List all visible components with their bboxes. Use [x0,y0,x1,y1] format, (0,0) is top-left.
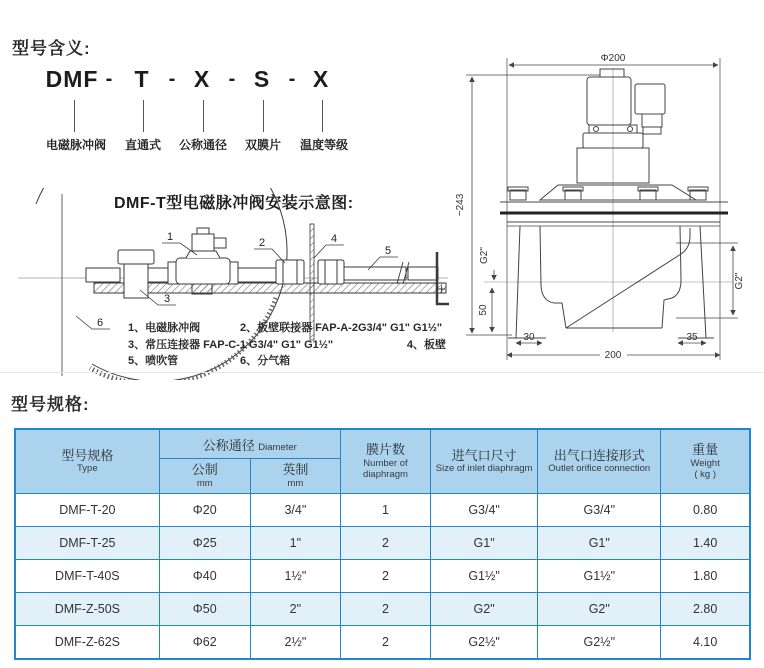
parts-list-item: 5、喷吹管 [128,355,179,367]
parts-list-item: 2、板壁联接器 FAP-A-2G3/4" G1" G1½" [240,322,443,334]
pressure-connector [118,250,154,264]
table-cell: G2½" [538,626,661,660]
right-leg-inner [662,226,681,328]
valve-drawing-graphic [450,40,764,372]
header-en: mm [196,477,213,489]
callout-number: 2 [258,237,266,249]
col-header-outlet [538,429,661,494]
header-en: Size of inlet diaphragm [435,463,533,475]
table-cell: G1" [538,527,661,560]
header-en: Weight [690,457,720,469]
header-en: Outlet orifice connection [548,463,651,475]
table-cell: 0.80 [661,494,750,527]
coil-top-bolt [600,69,624,77]
parts-list-item: 4、板壁 [406,338,446,351]
blow-pipe [344,267,406,280]
table-cell: 2 [340,593,430,626]
callout-number: 3 [163,293,171,305]
parts-list-line [128,320,446,337]
dim-left-port-label: G2" [479,247,490,264]
table-cell: 1 [340,494,430,527]
header-zh: 英制 [282,462,309,478]
model-code-label: 电磁脉冲阀 [45,138,107,152]
header-zh: 进气口尺寸 [451,447,517,463]
header-zh: 出气口连接形式 [553,447,645,463]
model-code-part: X [193,66,211,92]
table-cell: 2" [250,593,340,626]
callout-number: 1 [166,231,174,243]
cable-gland [643,127,661,134]
table-cell: G1½" [431,560,538,593]
model-code-separator: - [228,68,236,90]
connector-stem [642,114,662,127]
legend-connector-line [263,100,264,132]
col-header-metric [159,459,250,494]
wall-connector-right [318,260,344,284]
valve-drop-tube [192,284,212,294]
header-en: mm [287,477,304,489]
legend-connector-line [74,100,75,132]
parts-list-line [128,353,446,370]
header-en: Diameter [258,441,297,453]
header-zh: 膜片数 [365,442,405,458]
spec-table-body [15,494,750,660]
legend-connector-line [143,100,144,132]
pipe-stub [238,268,278,282]
solenoid-connector [214,238,226,248]
dim-50-label: 50 [478,304,489,316]
dim-30-label: 30 [523,332,535,343]
header-en: Number of diaphragm [363,457,408,480]
install-diagram-title: DMF-T型电磁脉冲阀安装示意图: [114,195,354,212]
table-cell: 1" [250,527,340,560]
pipe-stub [86,268,120,282]
col-header-type [15,429,159,494]
spec-table [14,428,751,660]
model-code-separator: - [105,68,113,90]
solenoid-coil [587,77,631,125]
table-cell: Φ50 [159,593,250,626]
header-en: ( kg ) [694,468,716,480]
screw-head [628,127,633,132]
leader-line-4 [314,245,344,258]
electrical-connector [635,84,665,114]
model-code-label: 公称通径 [178,138,228,152]
callout-number: 6 [96,317,104,329]
diaphragm-diagonal [566,228,690,328]
col-header-inlet [431,429,538,494]
leader-line-6 [76,316,110,329]
model-code-part: X [312,66,330,92]
table-cell: 1½" [250,560,340,593]
header-zh: 公称通径 [202,437,255,453]
table-cell: G1" [431,527,538,560]
table-row [15,494,750,527]
dim-35-label: 35 [686,332,698,343]
table-cell: DMF-Z-50S [15,593,159,626]
model-code-separator: - [288,68,296,90]
parts-list-line [128,337,446,354]
col-header-weight [661,429,750,494]
table-cell: 3/4" [250,494,340,527]
table-cell: DMF-T-40S [15,560,159,593]
header-zh: 公制 [191,462,218,478]
model-meaning-title: 型号含义: [12,39,91,58]
model-code-label: 双膜片 [244,138,282,152]
legend-connector-line [322,100,323,132]
model-code-label: 直通式 [124,138,162,152]
model-code-part: S [253,66,271,92]
spec-table-title: 型号规格: [11,395,90,414]
table-cell: Φ25 [159,527,250,560]
dim-right-port-label: G2" [734,272,745,290]
model-code-part: T [134,66,150,92]
model-code-legend [0,0,420,160]
parts-list-item: 1、电磁脉冲阀 [128,322,201,334]
table-cell: 1.80 [661,560,750,593]
solenoid-cap [197,228,209,234]
col-header-diaphragm-count [340,429,430,494]
valve-body [176,258,230,284]
dim-top-label: Φ200 [600,53,626,64]
table-cell: Φ20 [159,494,250,527]
header-zh: 型号规格 [61,447,114,463]
table-cell: G2" [431,593,538,626]
model-code-label: 温度等级 [299,138,349,152]
dim-height-label: ~243 [455,193,466,217]
left-leg-inner [540,226,566,328]
wall-connector-left [276,260,304,284]
header-zh: 重量 [692,442,719,458]
table-cell: DMF-Z-62S [15,626,159,660]
table-cell: 4.10 [661,626,750,660]
callout-number: 4 [330,233,338,245]
table-cell: Φ62 [159,626,250,660]
pressure-connector-body [124,264,148,298]
legend-connector-line [203,100,204,132]
col-header-diameter [159,429,340,459]
table-cell: 2 [340,626,430,660]
table-row [15,527,750,560]
table-cell: DMF-T-25 [15,527,159,560]
screw-head [594,127,599,132]
col-header-imperial [250,459,340,494]
model-code-part: DMF [45,66,99,92]
table-cell: Φ40 [159,560,250,593]
table-cell: 1.40 [661,527,750,560]
parts-list-item: 6、分气箱 [240,355,291,367]
table-row [15,626,750,660]
table-cell: G3/4" [431,494,538,527]
table-cell: 2.80 [661,593,750,626]
header-en: Type [77,463,98,475]
table-cell: 2½" [250,626,340,660]
table-cell: G3/4" [538,494,661,527]
model-code-separator: - [168,68,176,90]
table-cell: G1½" [538,560,661,593]
dim-200-label: 200 [604,350,622,361]
section-divider [0,372,764,373]
table-cell: 2 [340,527,430,560]
table-cell: 2 [340,560,430,593]
callout-number: 5 [384,245,392,257]
table-cell: G2½" [431,626,538,660]
parts-list-item: 3、常压连接器 FAP-C-1 G3/4" G1" G1½" [128,338,334,351]
blow-pipe-end [408,267,438,280]
valve-bonnet [186,251,220,258]
valve-solenoid [192,234,214,251]
table-cell: G2" [538,593,661,626]
table-row [15,593,750,626]
table-row [15,560,750,593]
parts-list [128,320,446,370]
table-cell: DMF-T-20 [15,494,159,527]
